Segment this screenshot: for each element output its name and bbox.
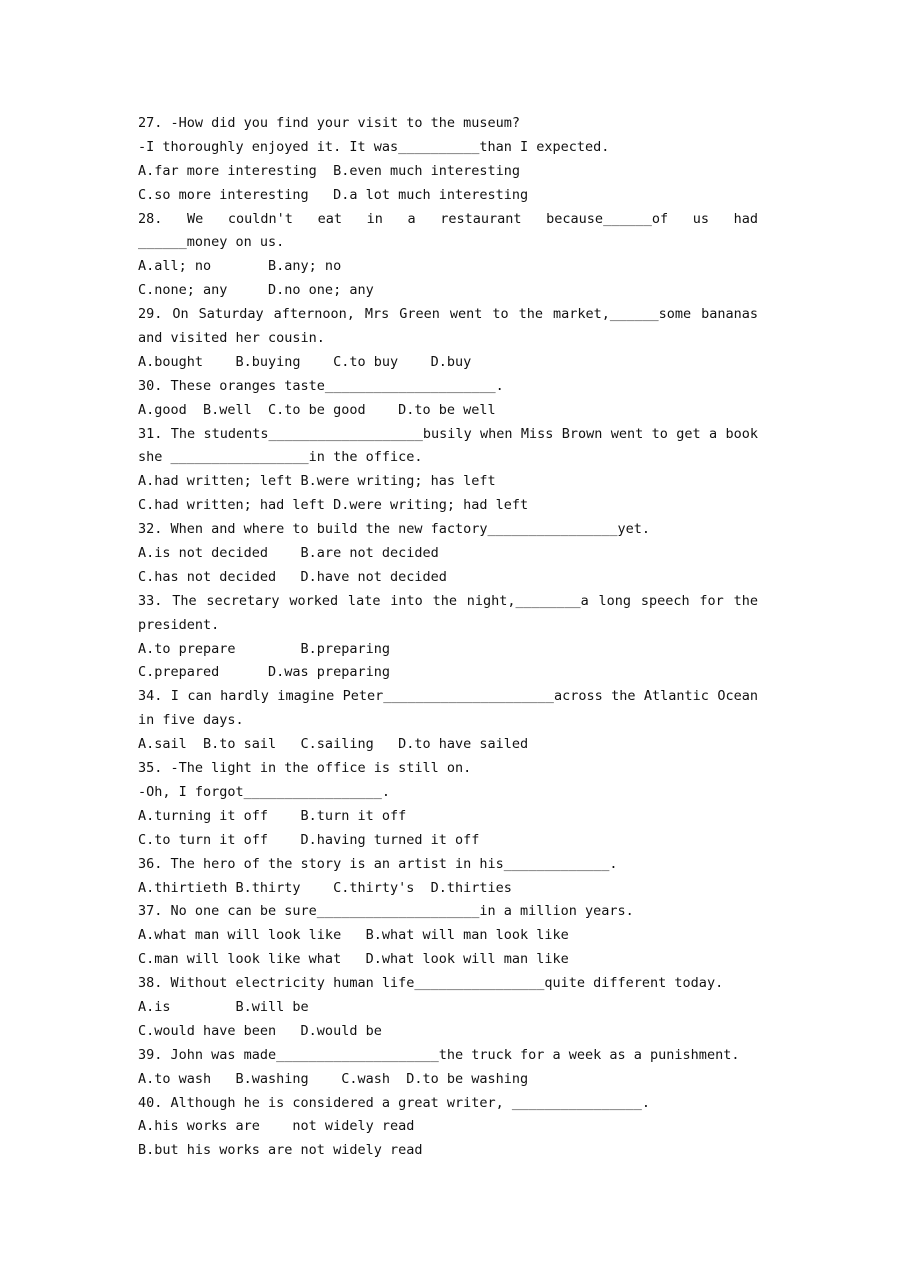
- question-39-options: A.to wash B.washing C.wash D.to be washing: [138, 1070, 529, 1087]
- question-29-stem: 29. On Saturday afternoon, Mrs Green went to the market,______some bananas: [138, 306, 758, 323]
- question-32-stem: 32. When and where to build the new factory________________yet.: [138, 521, 651, 538]
- question-29-stem-cont: and visited her cousin.: [138, 330, 325, 347]
- question-38-options-cd: C.would have been D.would be: [138, 1022, 382, 1039]
- exam-page: [138, 112, 758, 1163]
- question-28-options-cd: C.none; any D.no one; any: [138, 282, 374, 299]
- question-34-stem-cont: in five days.: [138, 712, 244, 729]
- question-35-stem: 35. -The light in the office is still on.: [138, 760, 472, 777]
- question-33-stem: 33. The secretary worked late into the night,________a long speech for the: [138, 592, 758, 609]
- question-30-stem: 30. These oranges taste_____________________.: [138, 377, 504, 394]
- question-36-options: A.thirtieth B.thirty C.thirty's D.thirties: [138, 879, 512, 896]
- question-40-option-a: A.his works are not widely read: [138, 1118, 415, 1135]
- question-38-stem: 38. Without electricity human life________________quite different today.: [138, 975, 724, 992]
- question-27-reply: -I thoroughly enjoyed it. It was__________than I expected.: [138, 138, 610, 155]
- question-35-options-cd: C.to turn it off D.having turned it off: [138, 831, 480, 848]
- question-33-options-ab: A.to prepare B.preparing: [138, 640, 390, 657]
- question-38-options-ab: A.is B.will be: [138, 998, 309, 1015]
- question-33-stem-cont: president.: [138, 616, 220, 633]
- question-39-stem: 39. John was made____________________the truck for a week as a punishment.: [138, 1046, 740, 1063]
- question-31-stem-cont: she _________________in the office.: [138, 449, 423, 466]
- question-28-stem-cont: ______money on us.: [138, 234, 285, 251]
- question-27-stem: 27. -How did you find your visit to the museum?: [138, 115, 521, 131]
- question-34-options: A.sail B.to sail C.sailing D.to have sailed: [138, 736, 529, 753]
- question-28-stem: 28. We couldn't eat in a restaurant because______of us had: [138, 210, 758, 227]
- question-27-options-cd: C.so more interesting D.a lot much interesting: [138, 186, 529, 203]
- question-27-options-ab: A.far more interesting B.even much interesting: [138, 162, 521, 179]
- question-36-stem: 36. The hero of the story is an artist in his_____________.: [138, 855, 618, 872]
- question-30-options: A.good B.well C.to be good D.to be well: [138, 401, 496, 418]
- question-33-options-cd: C.prepared D.was preparing: [138, 664, 390, 681]
- question-35-options-ab: A.turning it off B.turn it off: [138, 807, 407, 824]
- question-32-options-ab: A.is not decided B.are not decided: [138, 545, 439, 562]
- question-34-stem: 34. I can hardly imagine Peter_____________________across the Atlantic Ocean: [138, 688, 758, 705]
- question-35-reply: -Oh, I forgot_________________.: [138, 783, 390, 800]
- question-37-stem: 37. No one can be sure____________________in a million years.: [138, 903, 634, 920]
- question-32-options-cd: C.has not decided D.have not decided: [138, 568, 447, 585]
- question-40-option-b: B.but his works are not widely read: [138, 1142, 423, 1159]
- question-29-options: A.bought B.buying C.to buy D.buy: [138, 353, 472, 370]
- question-37-options-cd: C.man will look like what D.what look will man like: [138, 951, 569, 968]
- question-31-options-ab: A.had written; left B.were writing; has left: [138, 473, 496, 490]
- question-28-options-ab: A.all; no B.any; no: [138, 258, 342, 275]
- question-31-stem: 31. The students___________________busily when Miss Brown went to get a book: [138, 425, 758, 442]
- question-40-stem: 40. Although he is considered a great writer, ________________.: [138, 1094, 651, 1111]
- question-37-options-ab: A.what man will look like B.what will man look like: [138, 927, 569, 944]
- question-31-options-cd: C.had written; had left D.were writing; had left: [138, 497, 529, 514]
